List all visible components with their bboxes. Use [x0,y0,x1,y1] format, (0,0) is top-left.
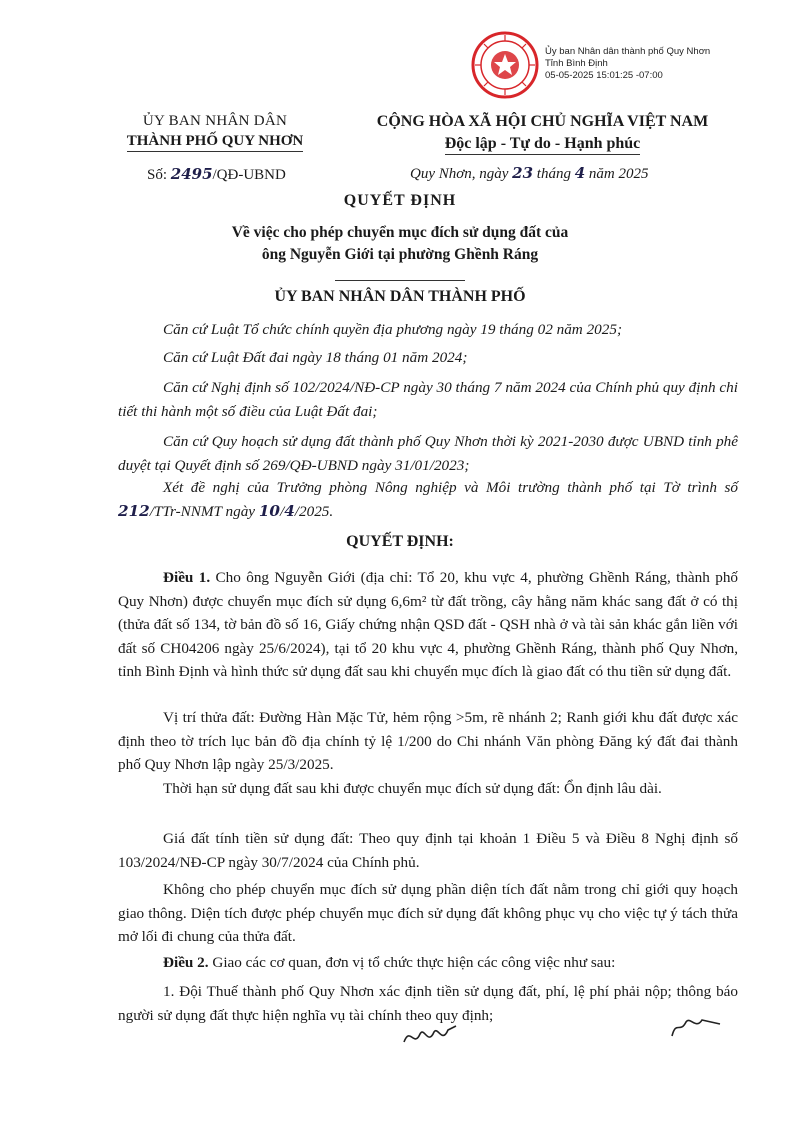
article-2 [118,951,738,975]
handwritten-initial-right [668,1008,728,1047]
signature-timestamp: 05-05-2025 15:01:25 -07:00 [545,70,663,81]
red-seal-stamp [470,30,540,100]
digital-signature-info [545,46,775,82]
subject-underline [335,280,465,281]
handwritten-initial-left [400,1022,460,1055]
date-suffix: năm 2025 [588,166,649,182]
document-number [147,165,286,184]
basis5-month: 4 [284,501,295,520]
basis5-text-a: Xét đề nghị của Trưởng phòng Nông nghiệp và Môi trường thành phố tại Tờ trình số [163,479,738,496]
signature-org: Ủy ban Nhân dân thành phố Quy Nhơn [545,46,711,57]
subject-line2: ông Nguyễn Giới tại phường Ghềnh Ráng [261,246,539,263]
date-month: 4 [574,164,586,182]
article-1 [118,566,738,684]
org-line1: ỦY BAN NHÂN DÂN [142,113,288,129]
basis5-number: 212 [118,501,150,520]
date-prefix: Quy Nhơn, ngày [410,166,509,182]
national-motto [355,111,730,155]
date-mid: tháng [536,166,571,182]
paragraph-location: Vị trí thửa đất: Đường Hàn Mặc Tử, hẻm rộng >5m, rẽ nhánh 2; Ranh giới khu đất được xác định theo tờ trích lục bản đồ địa chính tỷ lệ 1/200 do Chi nhánh Văn phòng Đăng ký đất đai thành phố Quy Nhơn lập ngày 25/3/2025. [118,709,738,773]
motto-line1: CỘNG HÒA XÃ HỘI CHỦ NGHĨA VIỆT NAM [376,113,709,130]
issuing-authority [105,111,325,152]
paragraph-term: Thời hạn sử dụng đất sau khi được chuyển mục đích sử dụng đất: Ổn định lâu dài. [163,780,662,797]
basis5-day: 10 [258,501,280,520]
legal-basis-1: Căn cứ Luật Tổ chức chính quyền địa phương ngày 19 tháng 02 năm 2025; [163,321,623,338]
basis5-text-d: /2025. [294,502,334,520]
authority-heading: ỦY BAN NHÂN DÂN THÀNH PHỐ [274,288,526,305]
document-subject [0,222,800,288]
number-prefix: Số: [147,167,168,183]
paragraph-price: Giá đất tính tiền sử dụng đất: Theo quy định tại khoản 1 Điều 5 và Điều 8 Nghị định số 103/2024/NĐ-CP ngày 30/7/2024 của Chính phủ. [118,830,738,871]
article-2-text: Giao các cơ quan, đơn vị tổ chức thực hiện các công việc như sau: [212,954,616,971]
number-suffix: /QĐ-UBND [212,167,286,183]
basis5-text-c: / [279,502,285,520]
signature-province: Tỉnh Bình Định [545,58,608,69]
article-2-label: Điều 2. [163,954,209,971]
legal-basis-5 [118,476,738,523]
motto-line2: Độc lập - Tự do - Hạnh phúc [445,134,641,155]
number-handwritten: 2495 [170,165,213,183]
legal-basis-2: Căn cứ Luật Đất đai ngày 18 tháng 01 năm 2024; [163,349,468,366]
paragraph-tax-office: 1. Đội Thuế thành phố Quy Nhơn xác định tiền sử dụng đất, phí, lệ phí phải nộp; thông báo người sử dụng đất thực hiện nghĩa vụ tài chính theo quy định; [118,983,738,1024]
document-title: QUYẾT ĐỊNH [343,192,457,209]
org-line2: THÀNH PHỐ QUY NHƠN [127,131,304,152]
paragraph-restriction: Không cho phép chuyển mục đích sử dụng phần diện tích đất nằm trong chỉ giới quy hoạch giao thông. Diện tích được phép chuyển mục đích sử dụng đất không phục vụ cho việc tự ý tách thửa mở lối đi chung của thửa đất. [118,881,738,945]
legal-basis-3: Căn cứ Nghị định số 102/2024/NĐ-CP ngày 30 tháng 7 năm 2024 của Chính phủ quy định chi tiết thi hành một số điều của Luật Đất đai; [118,379,738,420]
date-line [410,164,649,183]
article-1-text: Cho ông Nguyễn Giới (địa chỉ: Tổ 20, khu vực 4, phường Ghềnh Ráng, thành phố Quy Nhơn) được chuyển mục đích sử dụng 6,6m² từ đất trồng, cây hằng năm khác sang đất ở có thị (thửa đất số 134, tờ bản đồ số 16, Giấy chứng nhận QSD đất - QSH nhà ở và tài sản khác gắn liền với đất số CH04206 ngày 25/6/2024), tại tổ 20 khu vực 4, phường Ghềnh Ráng, thành phố Quy Nhơn, tỉnh Bình Định và hình thức sử dụng đất sau khi chuyển mục đích là giao đất có thu tiền sử dụng đất. [118,569,739,680]
subject-line1: Về việc cho phép chuyển mục đích sử dụng đất của [231,224,569,241]
date-day: 23 [512,164,534,182]
basis5-text-b: /TTr-NNMT ngày [149,502,256,520]
legal-basis-4: Căn cứ Quy hoạch sử dụng đất thành phố Quy Nhơn thời kỳ 2021-2030 được UBND tỉnh phê duyệt tại Quyết định số 269/QĐ-UBND ngày 31/01/2023; [118,433,738,474]
decision-heading: QUYẾT ĐỊNH: [346,533,454,550]
article-1-label: Điều 1. [163,569,211,586]
